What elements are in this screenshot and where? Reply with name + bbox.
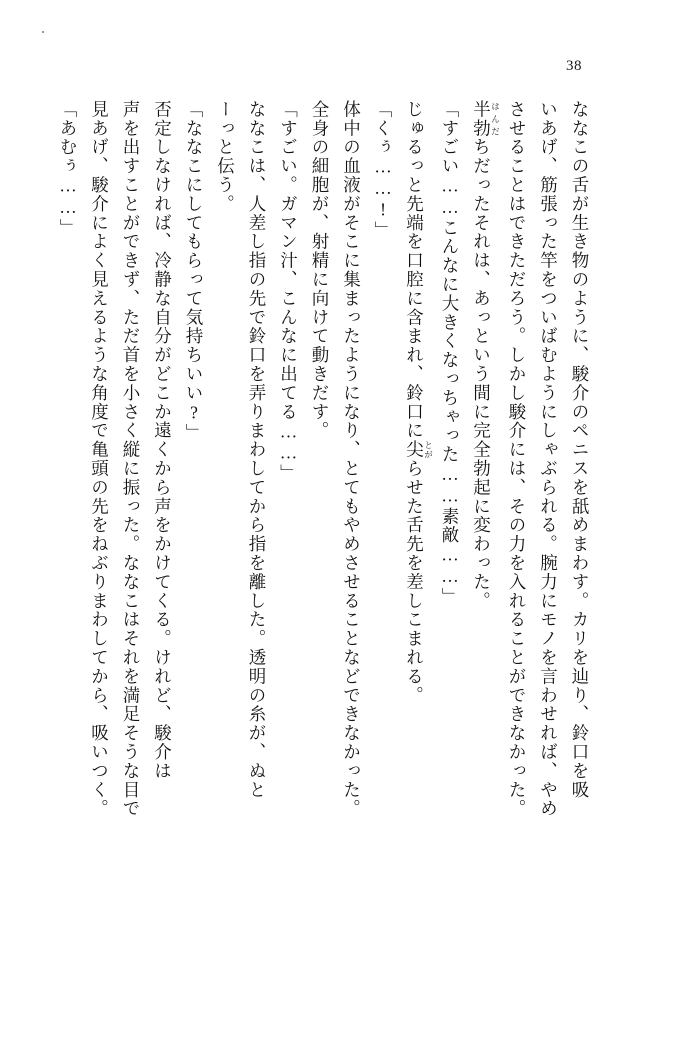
page-number: 38 xyxy=(566,58,582,74)
paper-speck xyxy=(42,31,44,33)
paragraph: 体中の血液がそこに集まったようになり、とてもやめさせることなどできなかった。 xyxy=(341,100,362,819)
body-text xyxy=(58,100,595,940)
paragraph: 「すごい……こんなに大きくなっちゃった……素敵……」 xyxy=(440,100,460,607)
furigana-ruby: 尖 とが xyxy=(404,440,434,460)
paragraph: 否定しなければ、冷静な自分がどこか遠くから声をかけてくる。けれど、駿介は xyxy=(152,100,173,781)
paragraph: 全身の細胞が、射精に向けて動きだす。 xyxy=(310,100,330,441)
paragraph: 声を出すことができず、ただ首を小さく縦に振った。ななこはそれを満足そうな目で xyxy=(121,100,141,819)
paragraph: じゅるっと先端を口腔に含まれ、鈴口に尖 とがらせた舌先を差しこまれる。 xyxy=(404,100,434,705)
paragraph: 「すごい。ガマン汁、こんなに出てる……」 xyxy=(278,100,299,483)
paragraph: ななこは、人差し指の先で鈴口を弄りまわしてから指を離した。透明の糸が、ぬと xyxy=(247,100,267,800)
paragraph: いあげ、筋張った竿をついばむようにしゃぶられる。腕力にモノを言わせれば、やめ xyxy=(538,100,559,819)
paragraph: させることはできただろう。しかし駿介には、その力を入れることができなかった。 xyxy=(507,100,527,819)
paragraph: 半勃 はんだちだったそれは、あっという間に完全勃起に変わった。 xyxy=(471,100,501,611)
paragraph: ななこの舌が生き物のように、駿介のペニスを舐めまわす。カリを辿り、鈴口を吸 xyxy=(570,100,590,800)
paragraph: 「ななこにしてもらって気持ちいい?」 xyxy=(184,100,204,443)
paragraph: 「くぅ……!」 xyxy=(373,100,393,240)
paragraph: 「あむぅ……」 xyxy=(58,100,78,238)
paragraph: ーっと伝う。 xyxy=(215,100,236,214)
paragraph: 見あげ、駿介によく見えるような角度で亀頭の先をねぶりまわしてから、吸いつく。 xyxy=(89,100,110,819)
furigana-ruby: 半勃 はんだ xyxy=(471,100,501,138)
